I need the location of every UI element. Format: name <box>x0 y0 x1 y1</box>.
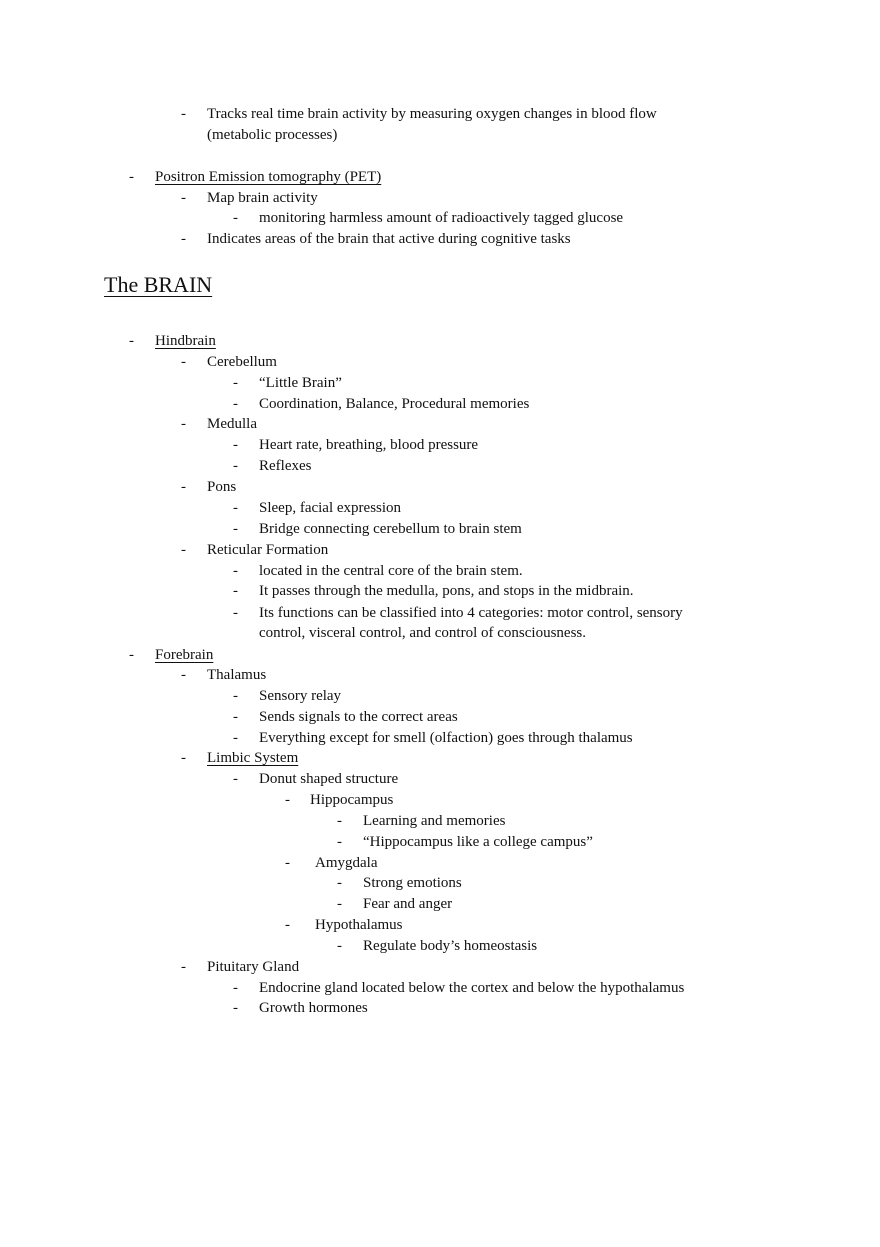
bullet-dash: - <box>233 688 238 704</box>
bullet-dash: - <box>181 106 186 122</box>
bullet-dash: - <box>233 730 238 746</box>
bullet-dash: - <box>233 458 238 474</box>
bullet-dash: - <box>233 437 238 453</box>
hindbrain-heading: Hindbrain <box>155 333 216 349</box>
fmri-detail-text: Tracks real time brain activity by measuring oxygen changes in blood flow <box>207 106 657 122</box>
bullet-dash: - <box>233 500 238 516</box>
thalamus-detail: Sensory relay <box>259 688 342 704</box>
bullet-dash: - <box>181 190 186 206</box>
pituitary-label: Pituitary Gland <box>207 959 300 975</box>
bullet-dash: - <box>233 396 238 412</box>
bullet-dash: - <box>181 479 186 495</box>
limbic-system-label: Limbic System <box>207 750 299 766</box>
thalamus-label: Thalamus <box>207 667 267 683</box>
bullet-dash: - <box>181 354 186 370</box>
pituitary-detail: Growth hormones <box>259 1000 368 1016</box>
bullet-dash: - <box>181 416 186 432</box>
amygdala-label: Amygdala <box>315 855 378 871</box>
bullet-dash: - <box>233 980 238 996</box>
bullet-dash: - <box>181 750 186 766</box>
thalamus-detail: Sends signals to the correct areas <box>259 709 458 725</box>
hypothalamus-detail: Regulate body’s homeostasis <box>363 938 538 954</box>
forebrain-heading: Forebrain <box>155 647 214 663</box>
cerebellum-detail: “Little Brain” <box>259 375 342 391</box>
bullet-dash: - <box>233 375 238 391</box>
limbic-detail: Donut shaped structure <box>259 771 399 787</box>
bullet-dash: - <box>233 709 238 725</box>
reticular-detail: located in the central core of the brain stem. <box>259 563 523 579</box>
pons-label: Pons <box>207 479 237 495</box>
reticular-detail: control, visceral control, and control of consciousness. <box>259 625 586 641</box>
bullet-dash: - <box>285 855 290 871</box>
bullet-dash: - <box>233 521 238 537</box>
pet-item-text: Map brain activity <box>207 190 318 206</box>
pet-item-text: Indicates areas of the brain that active during cognitive tasks <box>207 231 571 247</box>
hippocampus-detail: “Hippocampus like a college campus” <box>363 834 593 850</box>
bullet-dash: - <box>181 667 186 683</box>
pons-detail: Bridge connecting cerebellum to brain stem <box>259 521 522 537</box>
bullet-dash: - <box>337 938 342 954</box>
bullet-dash: - <box>129 333 134 349</box>
pet-heading: Positron Emission tomography (PET) <box>155 169 382 185</box>
bullet-dash: - <box>233 1000 238 1016</box>
bullet-dash: - <box>337 834 342 850</box>
bullet-dash: - <box>233 771 238 787</box>
bullet-dash: - <box>181 231 186 247</box>
cerebellum-detail: Coordination, Balance, Procedural memories <box>259 396 530 412</box>
bullet-dash: - <box>233 210 238 226</box>
bullet-dash: - <box>181 959 186 975</box>
hippocampus-label: Hippocampus <box>310 792 394 808</box>
bullet-dash: - <box>233 563 238 579</box>
medulla-detail: Reflexes <box>259 458 312 474</box>
bullet-dash: - <box>337 875 342 891</box>
pons-detail: Sleep, facial expression <box>259 500 402 516</box>
reticular-detail: It passes through the medulla, pons, and stops in the midbrain. <box>259 583 634 599</box>
section-title: The BRAIN <box>104 272 213 297</box>
reticular-detail: Its functions can be classified into 4 categories: motor control, sensory <box>259 605 683 621</box>
bullet-dash: - <box>181 542 186 558</box>
bullet-dash: - <box>233 605 238 621</box>
reticular-label: Reticular Formation <box>207 542 329 558</box>
amygdala-detail: Fear and anger <box>363 896 453 912</box>
medulla-label: Medulla <box>207 416 257 432</box>
medulla-detail: Heart rate, breathing, blood pressure <box>259 437 479 453</box>
pet-item-text: monitoring harmless amount of radioactively tagged glucose <box>259 210 624 226</box>
hippocampus-detail: Learning and memories <box>363 813 506 829</box>
bullet-dash: - <box>129 169 134 185</box>
fmri-detail-text: (metabolic processes) <box>207 127 338 143</box>
bullet-dash: - <box>233 583 238 599</box>
cerebellum-label: Cerebellum <box>207 354 277 370</box>
bullet-dash: - <box>337 813 342 829</box>
bullet-dash: - <box>129 647 134 663</box>
thalamus-detail: Everything except for smell (olfaction) goes through thalamus <box>259 730 633 746</box>
bullet-dash: - <box>285 917 290 933</box>
bullet-dash: - <box>337 896 342 912</box>
bullet-dash: - <box>285 792 290 808</box>
hypothalamus-label: Hypothalamus <box>315 917 403 933</box>
pituitary-detail: Endocrine gland located below the cortex and below the hypothalamus <box>259 980 685 996</box>
amygdala-detail: Strong emotions <box>363 875 462 891</box>
